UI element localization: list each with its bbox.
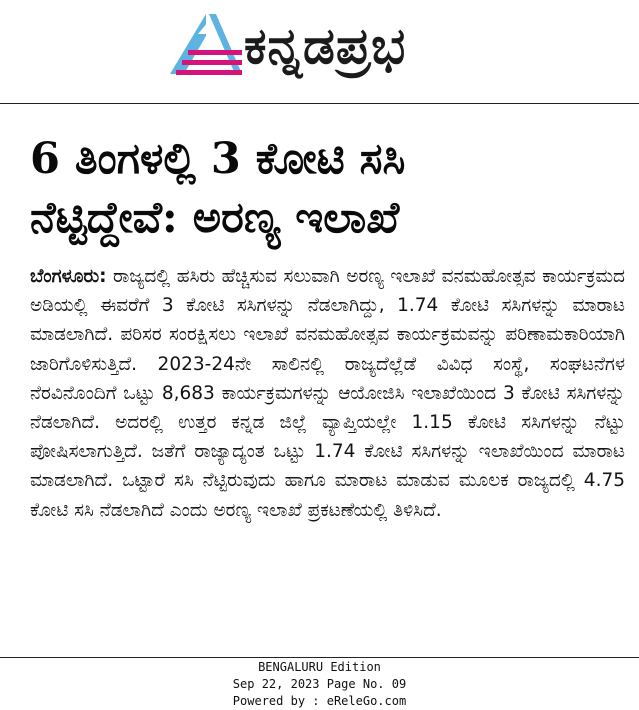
article-body-text: ರಾಜ್ಯದಲ್ಲಿ ಹಸಿರು ಹೆಚ್ಚಿಸುವ ಸಲುವಾಗಿ ಅರಣ್ಯ ಇಲಾಖೆ ವನಮಹೋತ್ಸವ ಕಾರ್ಯಕ್ರಮದ ಅಡಿಯಲ್ಲಿ ಈವರೆಗೆ 3 ಕೋಟಿ ಸಸಿಗಳನ್ನು ನೆಡಲಾಗಿದ್ದು, 1.74 ಕೋಟಿ ಸಸಿಗಳನ್ನು ಮಾರಾಟ ಮಾಡಲಾಗಿದೆ. ಪರಿಸರ ಸಂರಕ್ಷಿಸಲು ಇಲಾಖೆ ವನಮಹೋತ್ಸವ ಕಾರ್ಯಕ್ರಮವನ್ನು ಪರಿಣಾಮಕಾರಿಯಾಗಿ ಜಾರಿಗೊಳಿಸುತ್ತಿದೆ. 2023-24ನೇ ಸಾಲಿನಲ್ಲಿ ರಾಜ್ಯದೆಲ್ಲೆಡೆ ವಿವಿಧ ಸಂಸ್ಥೆ, ಸಂಘಟನೆಗಳ ನೆರವಿನೊಂದಿಗೆ ಒಟ್ಟು 8,683 ಕಾರ್ಯಕ್ರಮಗಳನ್ನು ಆಯೋಜಿಸಿ ಇಲಾಖೆಯಿಂದ 3 ಕೋಟಿ ಸಸಿಗಳನ್ನು ನೆಡಲಾಗಿದೆ. ಅದರಲ್ಲಿ ಉತ್ತರ ಕನ್ನಡ ಜಿಲ್ಲೆ ವ್ಯಾಪ್ತಿಯಲ್ಲೇ 1.15 ಕೋಟಿ ಸಸಿಗಳನ್ನು ನೆಟ್ಟು ಪೋಷಿಸಲಾಗುತ್ತಿದೆ. ಜತೆಗೆ ರಾಜ್ಯಾದ್ಯಂತ ಒಟ್ಟು 1.74 ಕೋಟಿ ಸಸಿಗಳನ್ನು ಇಲಾಖೆಯಿಂದ ಮಾರಾಟ ಮಾಡಲಾಗಿದೆ. ಒಟ್ಟಾರೆ ಸಸಿ ನೆಟ್ಟಿರುವುದು ಹಾಗೂ ಮಾರಾಟ ಮಾಡುವ ಮೂಲಕ ರಾಜ್ಯದಲ್ಲಿ 4.75 ಕೋಟಿ ಸಸಿ ನೆಡಲಾಗಿದೆ ಎಂದು ಅರಣ್ಯ ಇಲಾಖೆ ಪ್ರಕಟಣೆಯಲ್ಲಿ ತಿಳಿಸಿದೆ. (30, 266, 625, 521)
top-divider (0, 103, 639, 104)
article-body (30, 262, 625, 525)
masthead (0, 0, 639, 103)
edition-label: BENGALURU Edition (258, 660, 381, 674)
logo-triangle-icon (168, 12, 244, 78)
date-page-label: Sep 22, 2023 Page No. 09 (232, 677, 407, 691)
powered-by-link[interactable]: Powered by : eReleGo.com (232, 694, 407, 708)
logo-wordmark: ಕನ್ನಡಪ್ರಭ (244, 17, 407, 75)
article-dateline: ಬೆಂಗಳೂರು: (30, 266, 107, 287)
article-headline (30, 130, 620, 248)
page-footer (0, 659, 639, 710)
bottom-divider (0, 657, 639, 658)
headline-line-2: ನೆಟ್ಟಿದ್ದೇವೆ: ಅರಣ್ಯ ಇಲಾಖೆ (30, 193, 400, 243)
headline-line-1: 6 ತಿಂಗಳಲ್ಲಿ 3 ಕೋಟಿ ಸಸಿ (30, 134, 406, 184)
publication-logo (168, 12, 478, 82)
